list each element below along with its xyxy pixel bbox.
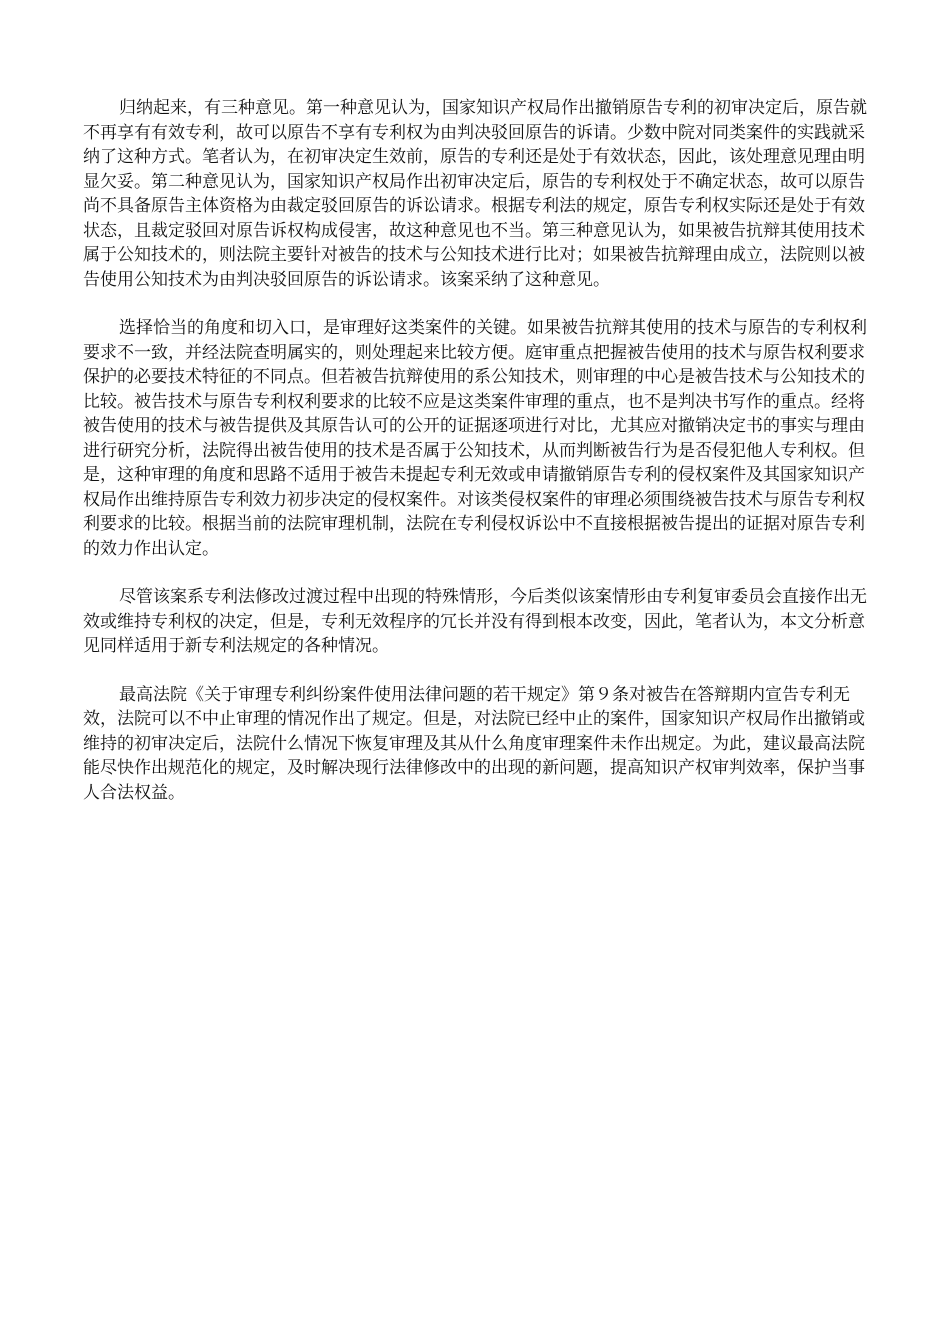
paragraph-trial-angle: 选择恰当的角度和切入口，是审理好这类案件的关键。如果被告抗辩其使用的技术与原告的专利权利要求不一致，并经法院查明属实的，则处理起来比较方便。庭审重点把握被告使用的技术与原告权利要求保护的必要技术特征的不同点。但若被告抗辩使用的系公知技术，则审理的中心是被告技术与公知技术的比较。被告技术与原告专利权利要求的比较不应是这类案件审理的重点，也不是判决书写作的重点。经将被告使用的技术与被告提供及其原告认可的公开的证据逐项进行对比，尤其应对撤销决定书的事实与理由进行研究分析，法院得出被告使用的技术是否属于公知技术，从而判断被告行为是否侵犯他人专利权。但是，这种审理的角度和思路不适用于被告未提起专利无效或申请撤销原告专利的侵权案件及其国家知识产权局作出维持原告专利效力初步决定的侵权案件。对该类侵权案件的审理必须围绕被告技术与原告专利权利要求的比较。根据当前的法院审理机制，法院在专利侵权诉讼中不直接根据被告提出的证据对原告专利的效力作出认定。 <box>83 318 867 559</box>
paragraph-transition-case: 尽管该案系专利法修改过渡过程中出现的特殊情形，今后类似该案情形由专利复审委员会直接作出无效或维持专利权的决定，但是，专利无效程序的冗长并没有得到根本改变，因此，笔者认为，本文分析意见同样适用于新专利法规定的各种情况。 <box>83 587 867 656</box>
paragraph-three-opinions: 归纳起来，有三种意见。第一种意见认为，国家知识产权局作出撤销原告专利的初审决定后，原告就不再享有有效专利，故可以原告不享有专利权为由判决驳回原告的诉请。少数中院对同类案件的实践就采纳了这种方式。笔者认为，在初审决定生效前，原告的专利还是处于有效状态，因此，该处理意见理由明显欠妥。第二种意见认为，国家知识产权局作出初审决定后，原告的专利权处于不确定状态，故可以原告尚不具备原告主体资格为由裁定驳回原告的诉讼请求。根据专利法的规定，原告专利权实际还是处于有效状态，且裁定驳回对原告诉权构成侵害，故这种意见也不当。第三种意见认为，如果被告抗辩其使用技术属于公知技术的，则法院主要针对被告的技术与公知技术进行比对；如果被告抗辩理由成立，法院则以被告使用公知技术为由判决驳回原告的诉讼请求。该案采纳了这种意见。 <box>83 98 867 290</box>
document-body <box>83 96 871 805</box>
paragraph-supreme-court-suggestion: 最高法院《关于审理专利纠纷案件使用法律问题的若干规定》第９条对被告在答辩期内宣告专利无效，法院可以不中止审理的情况作出了规定。但是，对法院已经中止的案件，国家知识产权局作出撤销或维持的初审决定后，法院什么情况下恢复审理及其从什么角度审理案件未作出规定。为此，建议最高法院能尽快作出规范化的规定，及时解决现行法律修改中的出现的新问题，提高知识产权审判效率，保护当事人合法权益。 <box>83 684 865 803</box>
